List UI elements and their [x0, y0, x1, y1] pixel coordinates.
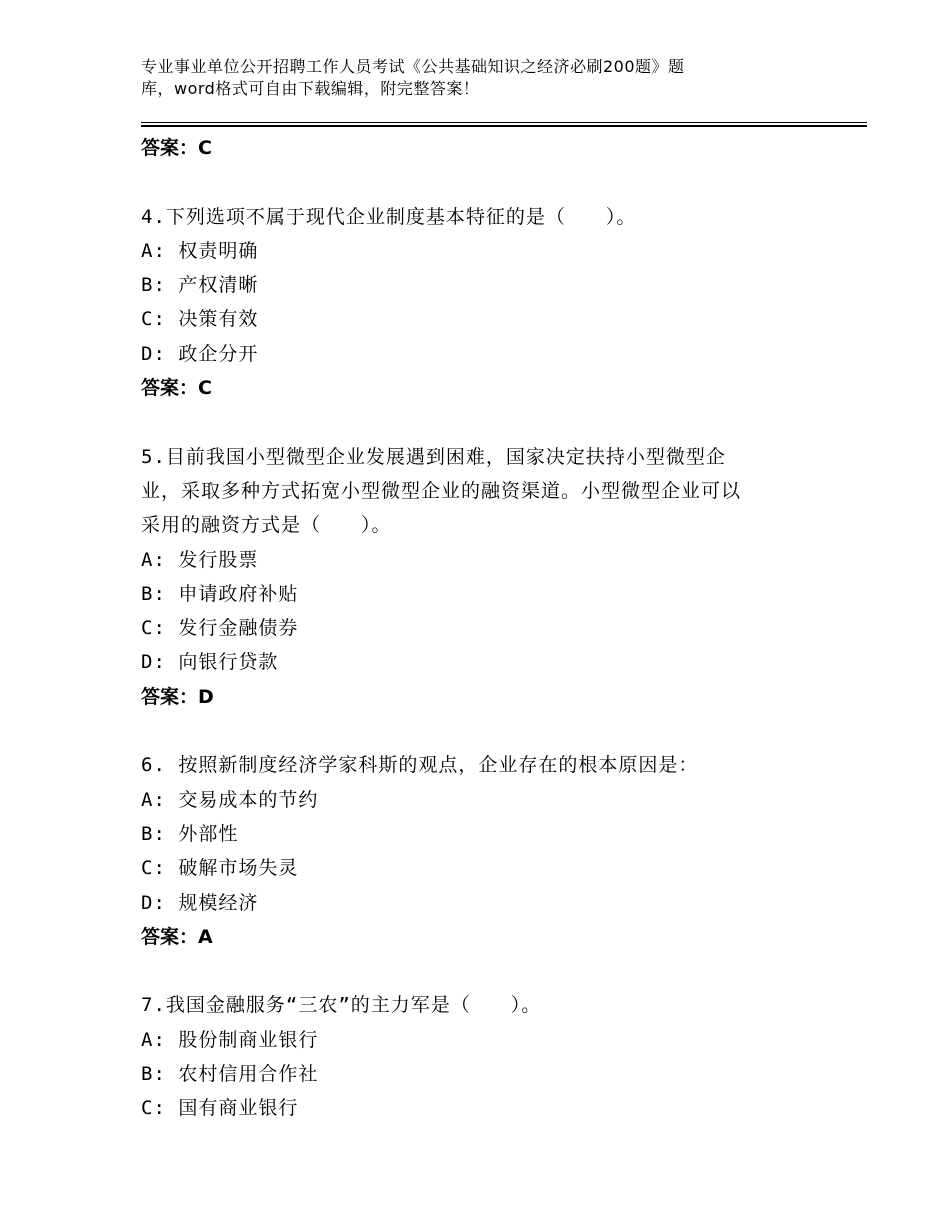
- option-c: C: 国有商业银行: [141, 1097, 299, 1120]
- answer-line: 答案：A: [141, 925, 213, 948]
- option-a: A: 股份制商业银行: [141, 1028, 319, 1051]
- spacer: [141, 954, 821, 988]
- question-stem: 采用的融资方式是（ ）。: [141, 514, 392, 537]
- document-body: [141, 131, 821, 1126]
- question-stem: 7.我国金融服务“三农”的主力军是（ ）。: [141, 994, 542, 1017]
- option-b: B: 申请政府补贴: [141, 582, 299, 605]
- option-b: B: 农村信用合作社: [141, 1063, 319, 1086]
- option-b: B: 产权清晰: [141, 274, 259, 297]
- spacer: [141, 165, 821, 199]
- header-rule-thick: [141, 125, 867, 127]
- option-b: B: 外部性: [141, 822, 239, 845]
- option-d: D: 规模经济: [141, 891, 259, 914]
- header-line-2: 库，word格式可自由下载编辑，附完整答案！: [141, 79, 480, 98]
- option-c: C: 破解市场失灵: [141, 857, 299, 880]
- spacer: [141, 714, 821, 748]
- header-line-1: 专业事业单位公开招聘工作人员考试《公共基础知识之经济必刷200题》题: [141, 57, 685, 76]
- answer-line: 答案：D: [141, 685, 214, 708]
- question-block: [141, 200, 821, 406]
- document-header: [141, 56, 781, 100]
- option-d: D: 政企分开: [141, 342, 259, 365]
- option-a: A: 交易成本的节约: [141, 788, 319, 811]
- question-block: [141, 748, 821, 954]
- question-block: [141, 440, 821, 714]
- question-block: [141, 988, 821, 1125]
- answer-line: 答案：C: [141, 377, 212, 400]
- option-c: C: 发行金融债券: [141, 617, 299, 640]
- header-rule-thin: [141, 122, 867, 123]
- answer-line: 答案：C: [141, 137, 212, 159]
- option-a: A: 权责明确: [141, 239, 259, 262]
- option-a: A: 发行股票: [141, 548, 259, 571]
- spacer: [141, 405, 821, 439]
- option-d: D: 向银行贷款: [141, 651, 279, 674]
- option-c: C: 决策有效: [141, 308, 259, 331]
- question-stem: 业，采取多种方式拓宽小型微型企业的融资渠道。小型微型企业可以: [141, 479, 742, 502]
- question-stem: 4.下列选项不属于现代企业制度基本特征的是（ ）。: [141, 205, 637, 228]
- question-stem: 6. 按照新制度经济学家科斯的观点，企业存在的根本原因是：: [141, 754, 699, 777]
- question-stem: 5.目前我国小型微型企业发展遇到困难，国家决定扶持小型微型企: [141, 445, 726, 468]
